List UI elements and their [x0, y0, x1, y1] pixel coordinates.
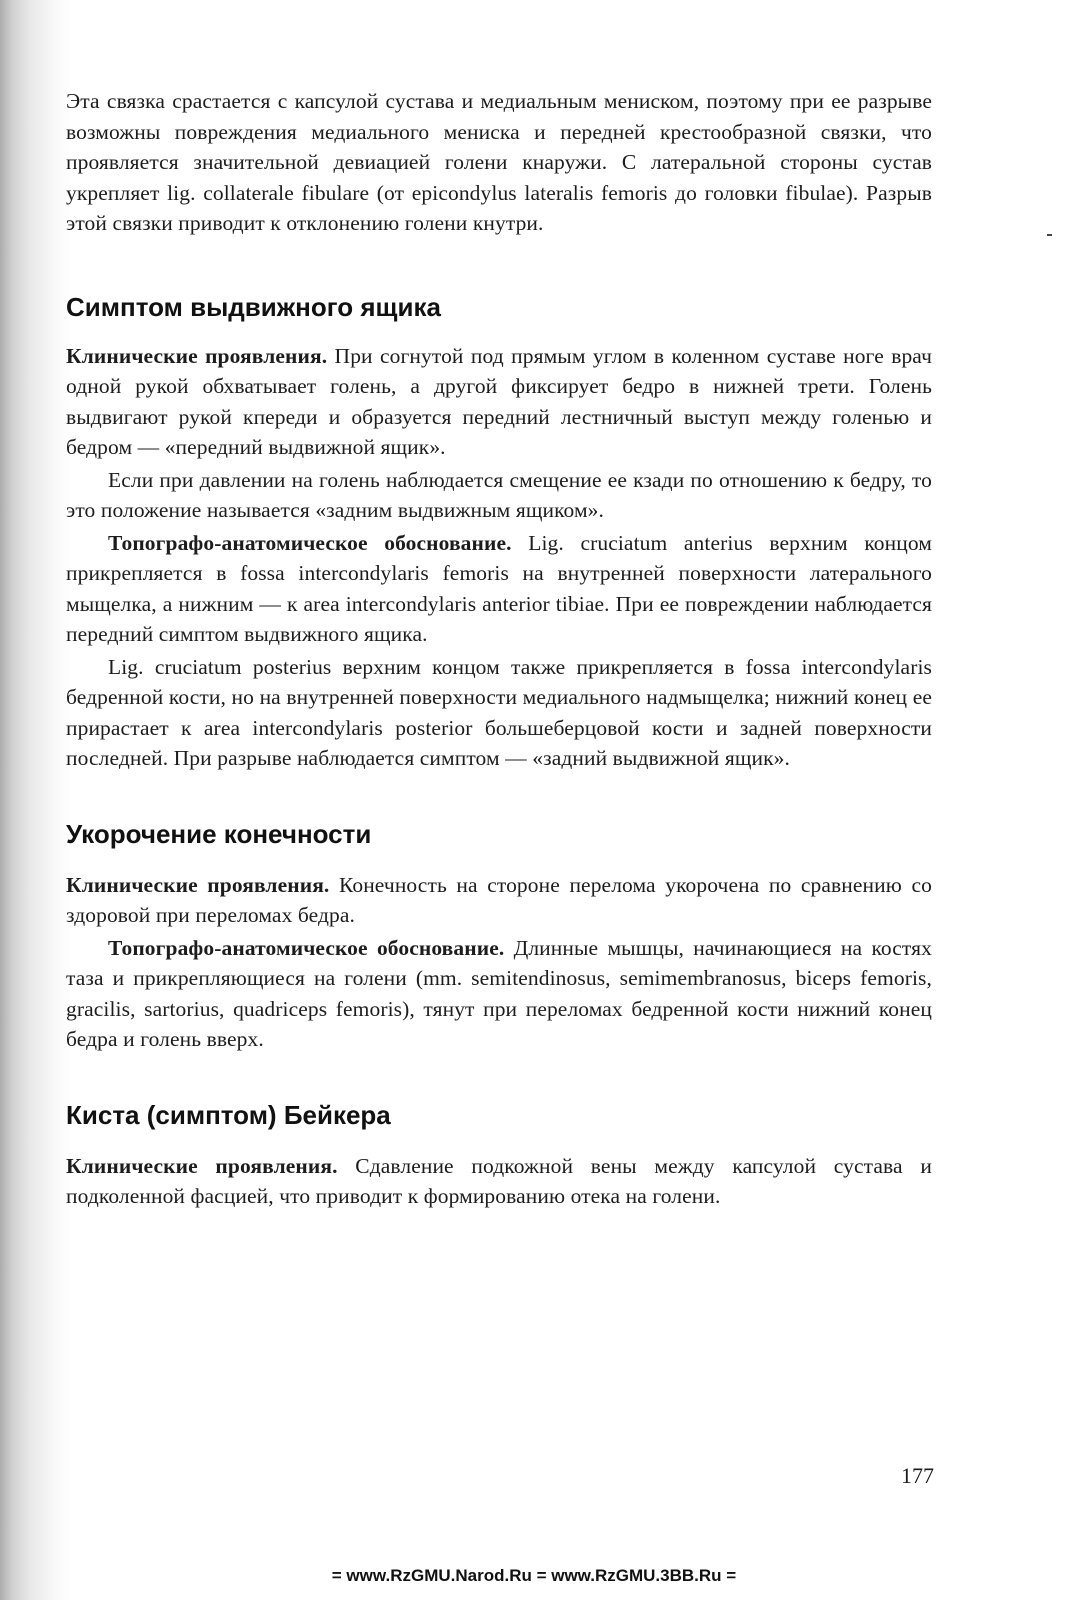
drawer-clinical-label: Клинические проявления. — [66, 343, 328, 368]
shortening-anatomy-text: Длинные мышцы, начинающиеся на костях таза и прикрепляющиеся на голени (mm. semitendinosus, semimembranosus, biceps femoris, gracilis, sartorius, quadriceps femoris), тянут при переломах бедренной кости нижний конец бедра и голень вверх. — [66, 935, 932, 1051]
drawer-clinical-paragraph — [66, 341, 932, 463]
drawer-posterior-ligament-paragraph: Lig. cruciatum posterius верхним концом также прикрепляется в fossa intercondylaris бедренной кости, но на внутренней поверхности медиального надмыщелка; нижний конец ее прирастает к area intercondylaris posterior большеберцовой кости и задней поверхности последней. При разрыве наблюдается симптом — «задний выдвижной ящик». — [66, 654, 932, 770]
section-title-drawer-sign: Симптом выдвижного ящика — [66, 291, 441, 322]
page-number: 177 — [901, 1463, 934, 1488]
page-content — [66, 86, 932, 1212]
shortening-anatomy-label: Топографо-анатомическое обоснование. — [108, 935, 505, 960]
page-edge-shadow — [0, 0, 72, 1600]
stray-mark — [1047, 234, 1052, 236]
shortening-anatomy-paragraph — [66, 933, 932, 1055]
drawer-anatomy-paragraph — [66, 528, 932, 650]
baker-clinical-text: Сдавление подкожной вены между капсулой сустава и подколенной фасцией, что приводит к формированию отека на голени. — [66, 1153, 932, 1208]
drawer-clinical-text: При согнутой под прямым углом в коленном суставе ноге врач одной рукой обхватывает голень, а другой фиксирует бедро в нижней трети. Голень выдвигают рукой кпереди и образуется передний лестничный выступ между голенью и бедром — «передний выдвижной ящик». — [66, 343, 932, 459]
drawer-anatomy-label: Топографо-анатомическое обоснование. — [108, 530, 512, 555]
section-title-limb-shortening: Укорочение конечности — [66, 818, 372, 849]
baker-clinical-label: Клинические проявления. — [66, 1153, 338, 1178]
baker-clinical-paragraph — [66, 1151, 932, 1212]
drawer-posterior-paragraph: Если при давлении на голень наблюдается смещение ее кзади по отношению к бедру, то это положение называется «задним выдвижным ящиком». — [66, 467, 932, 522]
shortening-clinical-text: Конечность на стороне перелома укорочена по сравнению со здоровой при переломах бедра. — [66, 872, 932, 927]
footer-watermark: = www.RzGMU.Narod.Ru = www.RzGMU.3BB.Ru = — [331, 1566, 737, 1585]
intro-paragraph: Эта связка срастается с капсулой сустава и медиальным мениском, поэтому при ее разрыве возможны повреждения медиального мениска и передней крестообразной связки, что проявляется значительной девиацией голени кнаружи. С латеральной стороны сустав укрепляет lig. collaterale fibulare (от epicondylus lateralis femoris до головки fibulae). Разрыв этой связки приводит к отклонению голени кнутри. — [66, 89, 932, 235]
shortening-clinical-paragraph — [66, 870, 932, 931]
section-title-baker-cyst: Киста (симптом) Бейкера — [66, 1099, 391, 1130]
drawer-anatomy-text: Lig. cruciatum anterius верхним концом прикрепляется в fossa intercondylaris femoris на внутренней поверхности латерального мыщелка, а нижним — к area intercondylaris anterior tibiae. При ее повреждении наблюдается передний симптом выдвижного ящика. — [66, 530, 932, 646]
shortening-clinical-label: Клинические проявления. — [66, 872, 330, 897]
